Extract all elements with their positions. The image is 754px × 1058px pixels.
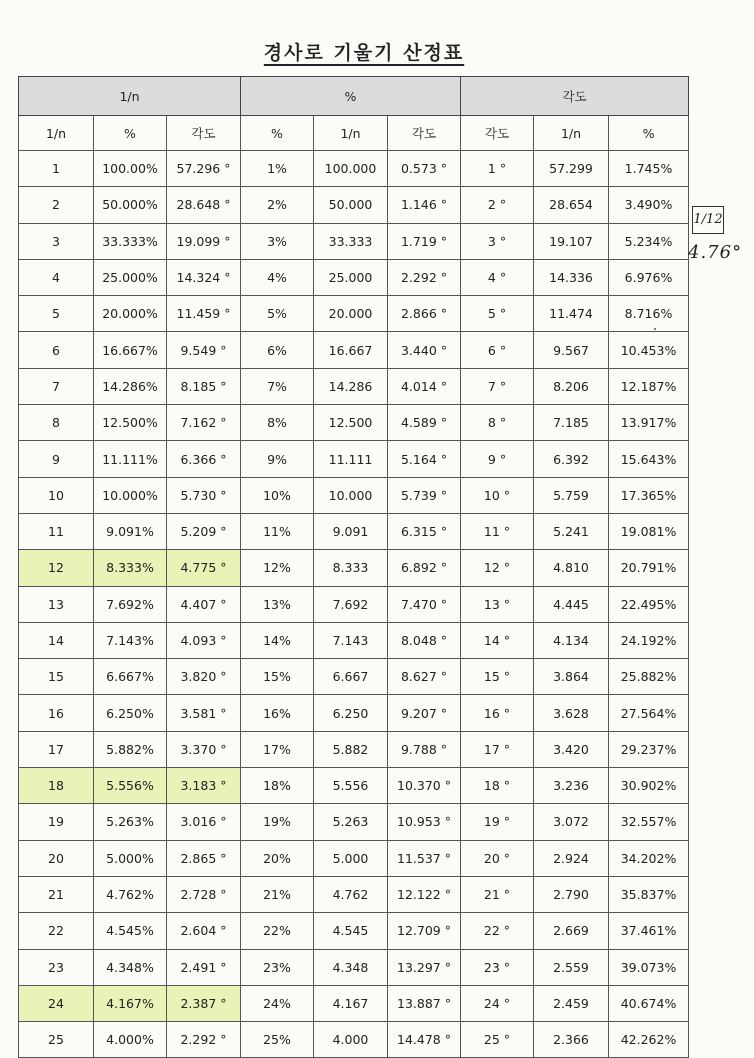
page-title: 경사로 기울기 산정표 xyxy=(263,42,465,64)
table-cell: 2 xyxy=(19,187,94,223)
table-row xyxy=(19,913,689,949)
handwritten-annotation xyxy=(688,206,750,276)
table-row xyxy=(19,296,689,332)
table-cell: 16.667% xyxy=(94,332,167,368)
table-cell: 4% xyxy=(241,259,314,295)
table-cell: 4.407 ° xyxy=(167,586,241,622)
table-cell: 5.730 ° xyxy=(167,477,241,513)
column-header: 1/n xyxy=(314,116,388,151)
table-cell: 14.286 xyxy=(314,368,388,404)
table-cell: 2.604 ° xyxy=(167,913,241,949)
table-cell: 2 ° xyxy=(461,187,534,223)
table-cell: 3.864 xyxy=(534,659,609,695)
group-header-ratio: 1/n xyxy=(19,77,241,116)
table-row xyxy=(19,949,689,985)
table-cell: 10.953 ° xyxy=(388,804,461,840)
table-cell: 7.185 xyxy=(534,405,609,441)
table-cell: 19.081% xyxy=(609,513,689,549)
table-cell: 25 ° xyxy=(461,1022,534,1058)
table-cell: 2.866 ° xyxy=(388,296,461,332)
table-cell: 3.440 ° xyxy=(388,332,461,368)
table-cell: 3.820 ° xyxy=(167,659,241,695)
table-cell: 14.324 ° xyxy=(167,259,241,295)
table-cell: 25.882% xyxy=(609,659,689,695)
table-cell: 40.674% xyxy=(609,985,689,1021)
table-cell: 5 xyxy=(19,296,94,332)
column-header: 1/n xyxy=(19,116,94,151)
table-cell: 17 xyxy=(19,731,94,767)
column-header: % xyxy=(609,116,689,151)
table-cell: 8.333% xyxy=(94,550,167,586)
table-cell: 3.490% xyxy=(609,187,689,223)
table-cell: 13% xyxy=(241,586,314,622)
table-cell: 1.146 ° xyxy=(388,187,461,223)
table-cell: 20 ° xyxy=(461,840,534,876)
ink-dot xyxy=(654,328,656,330)
table-cell: 4.134 xyxy=(534,622,609,658)
table-row xyxy=(19,223,689,259)
table-cell: 4.762 xyxy=(314,876,388,912)
table-cell: 29.237% xyxy=(609,731,689,767)
table-cell: 27.564% xyxy=(609,695,689,731)
table-cell: 7.470 ° xyxy=(388,586,461,622)
table-cell: 19.107 xyxy=(534,223,609,259)
table-cell: 10.370 ° xyxy=(388,768,461,804)
table-cell: 4 ° xyxy=(461,259,534,295)
table-cell: 6.392 xyxy=(534,441,609,477)
table-cell: 2.387 ° xyxy=(167,985,241,1021)
handwritten-boxed-ratio: 1/12 xyxy=(692,206,724,234)
table-cell: 39.073% xyxy=(609,949,689,985)
table-cell: 11.111 xyxy=(314,441,388,477)
table-row xyxy=(19,550,689,586)
table-cell: 23 ° xyxy=(461,949,534,985)
group-header-row xyxy=(19,77,689,116)
table-row xyxy=(19,695,689,731)
table-cell: 4.000 xyxy=(314,1022,388,1058)
table-cell: 6.976% xyxy=(609,259,689,295)
table-cell: 7% xyxy=(241,368,314,404)
table-cell: 5.000 xyxy=(314,840,388,876)
table-cell: 9.091 xyxy=(314,513,388,549)
handwritten-angle-value: 4.76° xyxy=(688,242,743,263)
table-cell: 42.262% xyxy=(609,1022,689,1058)
table-cell: 4.445 xyxy=(534,586,609,622)
table-cell: 25.000 xyxy=(314,259,388,295)
table-cell: 14.336 xyxy=(534,259,609,295)
table-cell: 37.461% xyxy=(609,913,689,949)
table-cell: 33.333% xyxy=(94,223,167,259)
table-cell: 19 xyxy=(19,804,94,840)
table-cell: 25.000% xyxy=(94,259,167,295)
table-row xyxy=(19,1022,689,1058)
table-row xyxy=(19,332,689,368)
table-cell: 3 xyxy=(19,223,94,259)
table-cell: 5.263 xyxy=(314,804,388,840)
table-cell: 7.692% xyxy=(94,586,167,622)
table-cell: 9 ° xyxy=(461,441,534,477)
table-cell: 8.185 ° xyxy=(167,368,241,404)
table-cell: 16 ° xyxy=(461,695,534,731)
table-cell: 3.420 xyxy=(534,731,609,767)
table-cell: 8.206 xyxy=(534,368,609,404)
table-cell: 57.299 xyxy=(534,151,609,187)
table-cell: 7.692 xyxy=(314,586,388,622)
table-cell: 6.366 ° xyxy=(167,441,241,477)
table-cell: 9.549 ° xyxy=(167,332,241,368)
table-cell: 8.716% xyxy=(609,296,689,332)
table-cell: 13.917% xyxy=(609,405,689,441)
table-cell: 5.234% xyxy=(609,223,689,259)
table-cell: 5.556 xyxy=(314,768,388,804)
table-cell: 1% xyxy=(241,151,314,187)
table-cell: 32.557% xyxy=(609,804,689,840)
table-row xyxy=(19,513,689,549)
table-cell: 0.573 ° xyxy=(388,151,461,187)
table-cell: 20.000% xyxy=(94,296,167,332)
table-cell: 7.143 xyxy=(314,622,388,658)
table-cell: 11.537 ° xyxy=(388,840,461,876)
table-cell: 8.333 xyxy=(314,550,388,586)
table-cell: 2.924 xyxy=(534,840,609,876)
table-cell: 10.000 xyxy=(314,477,388,513)
table-cell: 19% xyxy=(241,804,314,840)
table-cell: 9 xyxy=(19,441,94,477)
table-cell: 10 ° xyxy=(461,477,534,513)
column-header: 각도 xyxy=(461,116,534,151)
table-cell: 8 xyxy=(19,405,94,441)
table-cell: 20.000 xyxy=(314,296,388,332)
table-cell: 8 ° xyxy=(461,405,534,441)
table-cell: 4.810 xyxy=(534,550,609,586)
column-header: % xyxy=(94,116,167,151)
table-cell: 11.459 ° xyxy=(167,296,241,332)
table-cell: 5.000% xyxy=(94,840,167,876)
table-cell: 9% xyxy=(241,441,314,477)
table-cell: 5.882 xyxy=(314,731,388,767)
table-cell: 5.759 xyxy=(534,477,609,513)
table-cell: 12.500 xyxy=(314,405,388,441)
table-cell: 2.292 ° xyxy=(388,259,461,295)
table-row xyxy=(19,405,689,441)
table-cell: 5 ° xyxy=(461,296,534,332)
table-cell: 16.667 xyxy=(314,332,388,368)
table-cell: 10 xyxy=(19,477,94,513)
table-cell: 14.286% xyxy=(94,368,167,404)
table-cell: 9.091% xyxy=(94,513,167,549)
table-cell: 21 ° xyxy=(461,876,534,912)
table-cell: 19.099 ° xyxy=(167,223,241,259)
table-cell: 3.183 ° xyxy=(167,768,241,804)
table-row xyxy=(19,804,689,840)
column-header: % xyxy=(241,116,314,151)
table-cell: 21% xyxy=(241,876,314,912)
table-cell: 15 ° xyxy=(461,659,534,695)
table-cell: 50.000 xyxy=(314,187,388,223)
table-cell: 6 ° xyxy=(461,332,534,368)
table-cell: 15 xyxy=(19,659,94,695)
table-cell: 7.162 ° xyxy=(167,405,241,441)
table-cell: 1.745% xyxy=(609,151,689,187)
table-cell: 9.788 ° xyxy=(388,731,461,767)
table-cell: 5.739 ° xyxy=(388,477,461,513)
column-header: 1/n xyxy=(534,116,609,151)
table-row xyxy=(19,622,689,658)
table-cell: 23% xyxy=(241,949,314,985)
table-row xyxy=(19,477,689,513)
table-cell: 10.453% xyxy=(609,332,689,368)
table-cell: 4.762% xyxy=(94,876,167,912)
table-cell: 18% xyxy=(241,768,314,804)
table-cell: 4.348% xyxy=(94,949,167,985)
table-cell: 5.209 ° xyxy=(167,513,241,549)
table-row xyxy=(19,985,689,1021)
table-row xyxy=(19,768,689,804)
table-cell: 7 ° xyxy=(461,368,534,404)
table-cell: 57.296 ° xyxy=(167,151,241,187)
table-cell: 50.000% xyxy=(94,187,167,223)
table-cell: 15.643% xyxy=(609,441,689,477)
table-cell: 20% xyxy=(241,840,314,876)
table-cell: 8.048 ° xyxy=(388,622,461,658)
table-cell: 3.581 ° xyxy=(167,695,241,731)
table-cell: 5.882% xyxy=(94,731,167,767)
table-cell: 12.187% xyxy=(609,368,689,404)
table-cell: 3% xyxy=(241,223,314,259)
table-cell: 13 ° xyxy=(461,586,534,622)
table-cell: 11% xyxy=(241,513,314,549)
table-cell: 3.370 ° xyxy=(167,731,241,767)
table-cell: 4.348 xyxy=(314,949,388,985)
table-cell: 4.589 ° xyxy=(388,405,461,441)
table-cell: 4.093 ° xyxy=(167,622,241,658)
table-cell: 23 xyxy=(19,949,94,985)
table-cell: 13 xyxy=(19,586,94,622)
table-cell: 3.236 xyxy=(534,768,609,804)
table-cell: 2% xyxy=(241,187,314,223)
group-header-angle: 각도 xyxy=(461,77,689,116)
table-cell: 12 xyxy=(19,550,94,586)
table-cell: 20 xyxy=(19,840,94,876)
table-cell: 25% xyxy=(241,1022,314,1058)
table-cell: 2.790 xyxy=(534,876,609,912)
table-cell: 11 xyxy=(19,513,94,549)
table-cell: 2.865 ° xyxy=(167,840,241,876)
table-cell: 17.365% xyxy=(609,477,689,513)
table-cell: 5.556% xyxy=(94,768,167,804)
table-cell: 8% xyxy=(241,405,314,441)
table-cell: 2.669 xyxy=(534,913,609,949)
table-cell: 7 xyxy=(19,368,94,404)
table-cell: 18 xyxy=(19,768,94,804)
table-row xyxy=(19,151,689,187)
table-cell: 33.333 xyxy=(314,223,388,259)
table-cell: 15% xyxy=(241,659,314,695)
table-cell: 28.648 ° xyxy=(167,187,241,223)
table-cell: 21 xyxy=(19,876,94,912)
table-cell: 1 xyxy=(19,151,94,187)
table-cell: 13.297 ° xyxy=(388,949,461,985)
table-cell: 4.545 xyxy=(314,913,388,949)
table-cell: 10% xyxy=(241,477,314,513)
table-cell: 3 ° xyxy=(461,223,534,259)
table-cell: 3.628 xyxy=(534,695,609,731)
table-cell: 100.00% xyxy=(94,151,167,187)
table-cell: 4.000% xyxy=(94,1022,167,1058)
table-cell: 9.207 ° xyxy=(388,695,461,731)
table-cell: 22 ° xyxy=(461,913,534,949)
table-cell: 2.459 xyxy=(534,985,609,1021)
table-cell: 4.775 ° xyxy=(167,550,241,586)
table-row xyxy=(19,586,689,622)
group-header-percent: % xyxy=(241,77,461,116)
table-cell: 14 ° xyxy=(461,622,534,658)
table-cell: 6.667% xyxy=(94,659,167,695)
table-cell: 35.837% xyxy=(609,876,689,912)
table-cell: 4.167 xyxy=(314,985,388,1021)
table-cell: 1.719 ° xyxy=(388,223,461,259)
table-cell: 100.000 xyxy=(314,151,388,187)
table-cell: 16% xyxy=(241,695,314,731)
table-cell: 4.545% xyxy=(94,913,167,949)
table-cell: 2.491 ° xyxy=(167,949,241,985)
table-cell: 1 ° xyxy=(461,151,534,187)
table-cell: 4.014 ° xyxy=(388,368,461,404)
table-row xyxy=(19,259,689,295)
table-cell: 6.892 ° xyxy=(388,550,461,586)
table-cell: 14 xyxy=(19,622,94,658)
table-cell: 12.500% xyxy=(94,405,167,441)
table-row xyxy=(19,368,689,404)
table-cell: 22 xyxy=(19,913,94,949)
table-row xyxy=(19,659,689,695)
column-header: 각도 xyxy=(167,116,241,151)
table-cell: 17 ° xyxy=(461,731,534,767)
table-cell: 14% xyxy=(241,622,314,658)
table-cell: 24 ° xyxy=(461,985,534,1021)
table-cell: 4.167% xyxy=(94,985,167,1021)
table-row xyxy=(19,840,689,876)
table-cell: 24.192% xyxy=(609,622,689,658)
table-cell: 20.791% xyxy=(609,550,689,586)
table-cell: 12.122 ° xyxy=(388,876,461,912)
table-cell: 12% xyxy=(241,550,314,586)
table-cell: 11 ° xyxy=(461,513,534,549)
table-cell: 17% xyxy=(241,731,314,767)
sub-header-row xyxy=(19,116,689,151)
table-cell: 5.164 ° xyxy=(388,441,461,477)
table-cell: 8.627 ° xyxy=(388,659,461,695)
table-cell: 22% xyxy=(241,913,314,949)
table-cell: 2.292 ° xyxy=(167,1022,241,1058)
table-cell: 12.709 ° xyxy=(388,913,461,949)
slope-table xyxy=(18,76,689,1058)
table-cell: 24% xyxy=(241,985,314,1021)
column-header: 각도 xyxy=(388,116,461,151)
table-cell: 12 ° xyxy=(461,550,534,586)
table-cell: 6.315 ° xyxy=(388,513,461,549)
table-cell: 3.016 ° xyxy=(167,804,241,840)
table-cell: 30.902% xyxy=(609,768,689,804)
table-row xyxy=(19,731,689,767)
table-cell: 6.667 xyxy=(314,659,388,695)
table-cell: 7.143% xyxy=(94,622,167,658)
table-cell: 2.366 xyxy=(534,1022,609,1058)
table-row xyxy=(19,187,689,223)
table-cell: 10.000% xyxy=(94,477,167,513)
table-cell: 5% xyxy=(241,296,314,332)
table-cell: 16 xyxy=(19,695,94,731)
table-cell: 19 ° xyxy=(461,804,534,840)
table-cell: 9.567 xyxy=(534,332,609,368)
table-cell: 5.241 xyxy=(534,513,609,549)
table-row xyxy=(19,441,689,477)
table-cell: 6.250% xyxy=(94,695,167,731)
table-cell: 4 xyxy=(19,259,94,295)
table-cell: 11.111% xyxy=(94,441,167,477)
table-row xyxy=(19,876,689,912)
table-cell: 24 xyxy=(19,985,94,1021)
table-cell: 34.202% xyxy=(609,840,689,876)
table-cell: 18 ° xyxy=(461,768,534,804)
table-cell: 14.478 ° xyxy=(388,1022,461,1058)
table-cell: 6 xyxy=(19,332,94,368)
table-cell: 22.495% xyxy=(609,586,689,622)
table-cell: 2.728 ° xyxy=(167,876,241,912)
table-cell: 2.559 xyxy=(534,949,609,985)
table-cell: 28.654 xyxy=(534,187,609,223)
table-cell: 6.250 xyxy=(314,695,388,731)
table-cell: 13.887 ° xyxy=(388,985,461,1021)
table-cell: 5.263% xyxy=(94,804,167,840)
table-cell: 6% xyxy=(241,332,314,368)
table-cell: 3.072 xyxy=(534,804,609,840)
table-cell: 25 xyxy=(19,1022,94,1058)
table-cell: 11.474 xyxy=(534,296,609,332)
